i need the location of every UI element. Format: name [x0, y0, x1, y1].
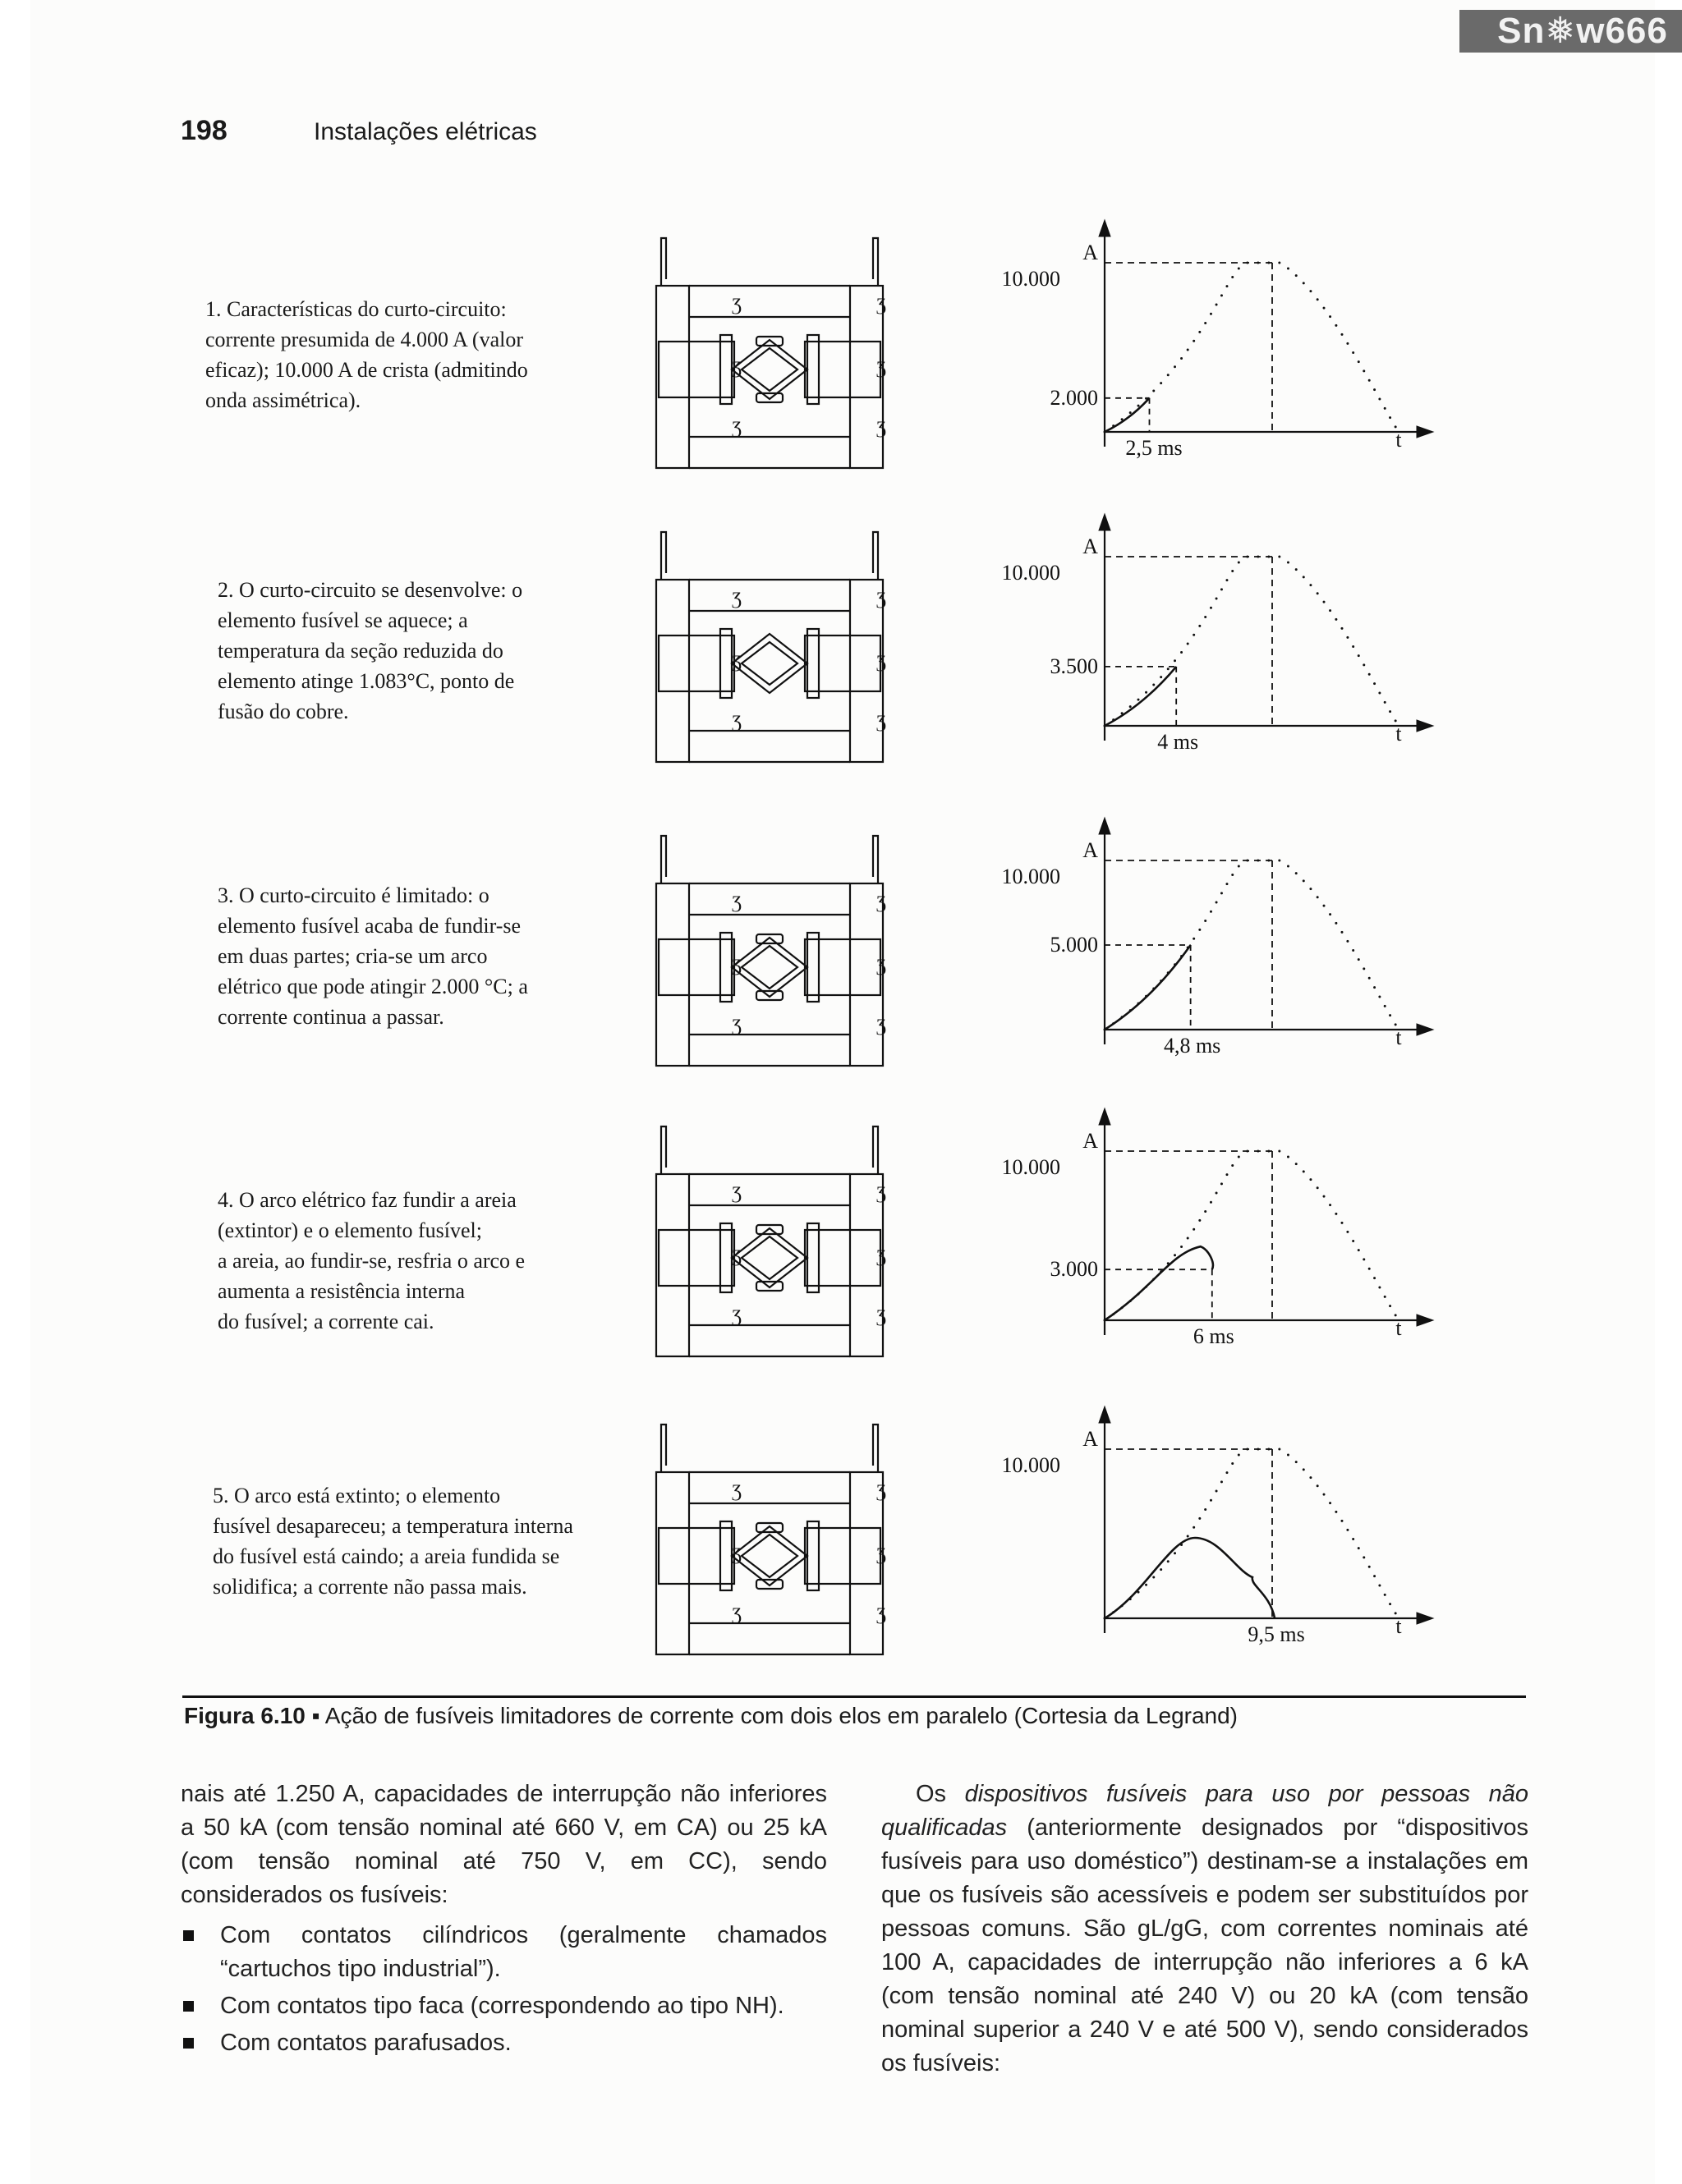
fuse-notch-bottom	[756, 1282, 783, 1291]
right-end-cap	[807, 933, 819, 1002]
left-contact-blade	[661, 532, 666, 580]
fuse-notch-bottom	[756, 393, 783, 402]
left-end-cap	[720, 1223, 732, 1292]
bullet-list	[181, 1919, 827, 2060]
right-contact-blade	[873, 836, 878, 883]
prospective-current-curve	[1105, 1449, 1399, 1618]
limited-current-curve	[1105, 945, 1191, 1030]
contact-clip-icon: Ʒ	[732, 1015, 742, 1035]
left-terminal-tab	[659, 1528, 734, 1584]
left-terminal-tab	[659, 635, 734, 691]
time-value-label: 2,5 ms	[1125, 436, 1183, 460]
y-axis-arrow-icon	[1099, 1406, 1110, 1423]
book-page	[30, 0, 1668, 2184]
time-value-label: 6 ms	[1193, 1324, 1234, 1348]
contact-clip-icon: Ʒ	[876, 1544, 886, 1564]
current-graph-1	[1099, 220, 1433, 447]
left-terminal-tab	[659, 1230, 734, 1286]
time-value-label: 9,5 ms	[1248, 1622, 1305, 1646]
contact-clip-icon: Ʒ	[732, 294, 742, 314]
paragraph-rest: (anteriormente designados por “dispositivos fusíveis para uso doméstico”) destinam-se a instalações em que os fusíveis são acessíveis e podem ser substituídos por pessoas comuns. São gL/gG, com correntes nominais até 100 A, capacidades de interrupção não inferiores a 6 kA (com tensão nominal até 240 V) ou 20 kA (com tensão nominal superior a 240 V e até 500 V), sendo considerados os fusíveis:	[881, 1815, 1528, 2076]
y-axis-arrow-icon	[1099, 818, 1110, 834]
peak-value-label: 10.000	[1001, 1453, 1060, 1477]
time-value-label: 4,8 ms	[1163, 1034, 1221, 1058]
step-4-text: 4. O arco elétrico faz fundir a areia (extintor) e o elemento fusível; a areia, ao fundir-se, resfria o arco e aumenta a resistência interna do fusível; a corrente cai.	[218, 1188, 526, 1333]
t-axis-arrow-icon	[1417, 426, 1433, 438]
contact-clip-icon: Ʒ	[876, 651, 886, 672]
right-end-cap	[807, 1223, 819, 1292]
fuse-notch-bottom	[756, 991, 783, 1000]
figure-caption	[184, 1703, 1531, 1729]
limited-current-curve	[1105, 667, 1176, 726]
figure-row-5	[656, 1406, 1433, 1654]
figure-row-2	[656, 514, 1433, 762]
left-end-cap	[720, 1521, 732, 1590]
left-fuse-wall	[656, 883, 689, 1066]
contact-clip-icon: Ʒ	[876, 417, 886, 438]
running-head: Instalações elétricas	[314, 118, 537, 145]
fuse-notch-top	[756, 337, 783, 346]
fuse-notch-top	[756, 934, 783, 943]
left-end-cap	[720, 335, 732, 404]
prospective-current-curve	[1105, 1151, 1399, 1320]
time-value-label: 4 ms	[1157, 730, 1199, 754]
caption-text: ▪ Ação de fusíveis limitadores de corrente com dois elos em paralelo (Cortesia da Legrand)	[305, 1703, 1239, 1728]
left-end-cap	[720, 629, 732, 698]
contact-clip-icon: Ʒ	[876, 1182, 886, 1203]
left-fuse-wall	[656, 1472, 689, 1654]
step-2-text: 2. O curto-circuito se desenvolve: o elemento fusível se aquece; a temperatura da seção reduzida do elemento atinge 1.083°C, ponto de fusão do cobre.	[218, 578, 523, 723]
right-terminal-tab	[805, 635, 880, 691]
prospective-current-curve	[1105, 557, 1399, 726]
y-axis-label: A	[1082, 1427, 1098, 1451]
y-axis-arrow-icon	[1099, 1108, 1110, 1125]
bullet-item	[181, 2026, 827, 2060]
bullet-text: Com contatos cilíndricos (geralmente chamados “cartuchos tipo industrial”).	[220, 1922, 827, 1982]
peak-value-label: 10.000	[1001, 561, 1060, 585]
x-axis-label: t	[1395, 1025, 1402, 1049]
left-contact-blade	[661, 1425, 666, 1472]
contact-clip-icon: Ʒ	[732, 955, 742, 975]
contact-clip-icon: Ʒ	[876, 1246, 886, 1266]
contact-clip-icon: Ʒ	[732, 417, 742, 438]
prospective-current-curve	[1105, 263, 1399, 432]
left-end-cap	[720, 933, 732, 1002]
y-axis-label: A	[1082, 535, 1098, 558]
limited-current-curve	[1105, 1538, 1275, 1618]
fuse-drawing-1	[656, 238, 883, 468]
bullet-text: Com contatos tipo faca (correspondendo ao tipo NH).	[220, 1993, 784, 2019]
t-axis-arrow-icon	[1417, 1315, 1433, 1326]
step-5-text: 5. O arco está extinto; o elemento fusível desapareceu; a temperatura interna do fusível está caindo; a areia fundida se solidifica; a corrente não passa mais.	[213, 1484, 573, 1599]
right-contact-blade	[873, 238, 878, 286]
figure-row-3	[656, 818, 1433, 1066]
level-value-label: 5.000	[1050, 933, 1098, 957]
contact-clip-icon: Ʒ	[732, 651, 742, 672]
left-contact-blade	[661, 1126, 666, 1174]
x-axis-label: t	[1395, 722, 1402, 746]
contact-clip-icon: Ʒ	[876, 1015, 886, 1035]
right-contact-blade	[873, 1425, 878, 1472]
contact-clip-icon: Ʒ	[732, 1480, 742, 1501]
x-axis-label: t	[1395, 1614, 1402, 1638]
t-axis-arrow-icon	[1417, 720, 1433, 732]
fuse-drawing-5	[656, 1425, 883, 1654]
watermark-logo: Sn❅w666	[1459, 10, 1682, 53]
paragraph-intro: Os	[916, 1781, 965, 1807]
right-terminal-tab	[805, 1230, 880, 1286]
contact-clip-icon: Ʒ	[732, 1246, 742, 1266]
left-terminal-tab	[659, 939, 734, 995]
bullet-text: Com contatos parafusados.	[220, 2030, 512, 2056]
right-end-cap	[807, 1521, 819, 1590]
y-axis-arrow-icon	[1099, 220, 1110, 236]
contact-clip-icon: Ʒ	[732, 892, 742, 912]
step-1-text: 1. Características do curto-circuito: corrente presumida de 4.000 A (valor eficaz); 10.000 A de crista (admitindo onda assimétrica).	[205, 297, 528, 412]
current-graph-4	[1099, 1108, 1433, 1335]
contact-clip-icon: Ʒ	[732, 1182, 742, 1203]
body-paragraph-right	[881, 1778, 1528, 2081]
contact-clip-icon: Ʒ	[876, 1604, 886, 1624]
body-column-left	[181, 1778, 827, 2063]
t-axis-arrow-icon	[1417, 1024, 1433, 1035]
level-value-label: 2.000	[1050, 385, 1098, 410]
fuse-drawing-3	[656, 836, 883, 1066]
page-number: 198	[181, 115, 227, 146]
level-value-label: 3.000	[1050, 1257, 1098, 1282]
x-axis-label: t	[1395, 428, 1402, 452]
left-fuse-wall	[656, 286, 689, 468]
left-contact-blade	[661, 836, 666, 883]
right-terminal-tab	[805, 342, 880, 397]
current-graph-3	[1099, 818, 1433, 1044]
current-graph-5	[1099, 1406, 1433, 1633]
right-terminal-tab	[805, 1528, 880, 1584]
left-fuse-wall	[656, 1174, 689, 1356]
bullet-square-icon	[183, 2038, 194, 2049]
contact-clip-icon: Ʒ	[876, 955, 886, 975]
caption-label: Figura 6.10	[184, 1703, 306, 1728]
fuse-notch-top	[756, 1523, 783, 1532]
y-axis-arrow-icon	[1099, 514, 1110, 530]
bullet-square-icon	[183, 2001, 194, 2012]
left-fuse-wall	[656, 580, 689, 762]
step-3-text: 3. O curto-circuito é limitado: o elemento fusível acaba de fundir-se em duas partes; cria-se um arco elétrico que pode atingir 2.000 °C; a corrente continua a passar.	[218, 883, 528, 1029]
paragraph-emphasis: dispositivos fusíveis para uso por pessoas não qualificadas	[881, 1781, 1528, 1841]
limited-current-curve	[1105, 398, 1150, 432]
contact-clip-icon: Ʒ	[876, 294, 886, 314]
y-axis-label: A	[1082, 1129, 1098, 1153]
contact-clip-icon: Ʒ	[876, 588, 886, 608]
contact-clip-icon: Ʒ	[732, 1305, 742, 1326]
contact-clip-icon: Ʒ	[732, 1604, 742, 1624]
caption-rule	[182, 1695, 1526, 1698]
bullet-item	[181, 1989, 827, 2023]
t-axis-arrow-icon	[1417, 1613, 1433, 1624]
left-terminal-tab	[659, 342, 734, 397]
level-value-label: 3.500	[1050, 654, 1098, 678]
bullet-square-icon	[183, 1930, 194, 1941]
left-contact-blade	[661, 238, 666, 286]
peak-value-label: 10.000	[1001, 267, 1060, 291]
fuse-figure	[30, 0, 1655, 1724]
figure-row-1	[656, 220, 1433, 468]
limited-current-curve	[1105, 1246, 1213, 1320]
y-axis-label: A	[1082, 241, 1098, 264]
contact-clip-icon: Ʒ	[876, 1305, 886, 1326]
contact-clip-icon: Ʒ	[876, 1480, 886, 1501]
fuse-notch-top	[756, 1225, 783, 1234]
peak-value-label: 10.000	[1001, 865, 1060, 888]
current-graph-2	[1099, 514, 1433, 741]
contact-clip-icon: Ʒ	[732, 711, 742, 732]
right-terminal-tab	[805, 939, 880, 995]
contact-clip-icon: Ʒ	[876, 892, 886, 912]
bullet-item	[181, 1919, 827, 1986]
body-paragraph-left: nais até 1.250 A, capacidades de interrupção não inferiores a 50 kA (com tensão nominal até 660 V, em CA) ou 25 kA (com tensão nominal até 750 V, em CC), sendo considerados os fusíveis:	[181, 1781, 827, 1908]
contact-clip-icon: Ʒ	[732, 357, 742, 378]
fuse-drawing-2	[656, 532, 883, 762]
contact-clip-icon: Ʒ	[876, 711, 886, 732]
contact-clip-icon: Ʒ	[732, 588, 742, 608]
body-column-right	[881, 1778, 1528, 2081]
x-axis-label: t	[1395, 1316, 1402, 1340]
right-end-cap	[807, 629, 819, 698]
peak-value-label: 10.000	[1001, 1155, 1060, 1179]
fuse-notch-bottom	[756, 1580, 783, 1589]
contact-clip-icon: Ʒ	[732, 1544, 742, 1564]
contact-clip-icon: Ʒ	[876, 357, 886, 378]
right-end-cap	[807, 335, 819, 404]
fuse-drawing-4	[656, 1126, 883, 1356]
figure-row-4	[656, 1108, 1433, 1356]
right-contact-blade	[873, 532, 878, 580]
y-axis-label: A	[1082, 838, 1098, 862]
right-contact-blade	[873, 1126, 878, 1174]
